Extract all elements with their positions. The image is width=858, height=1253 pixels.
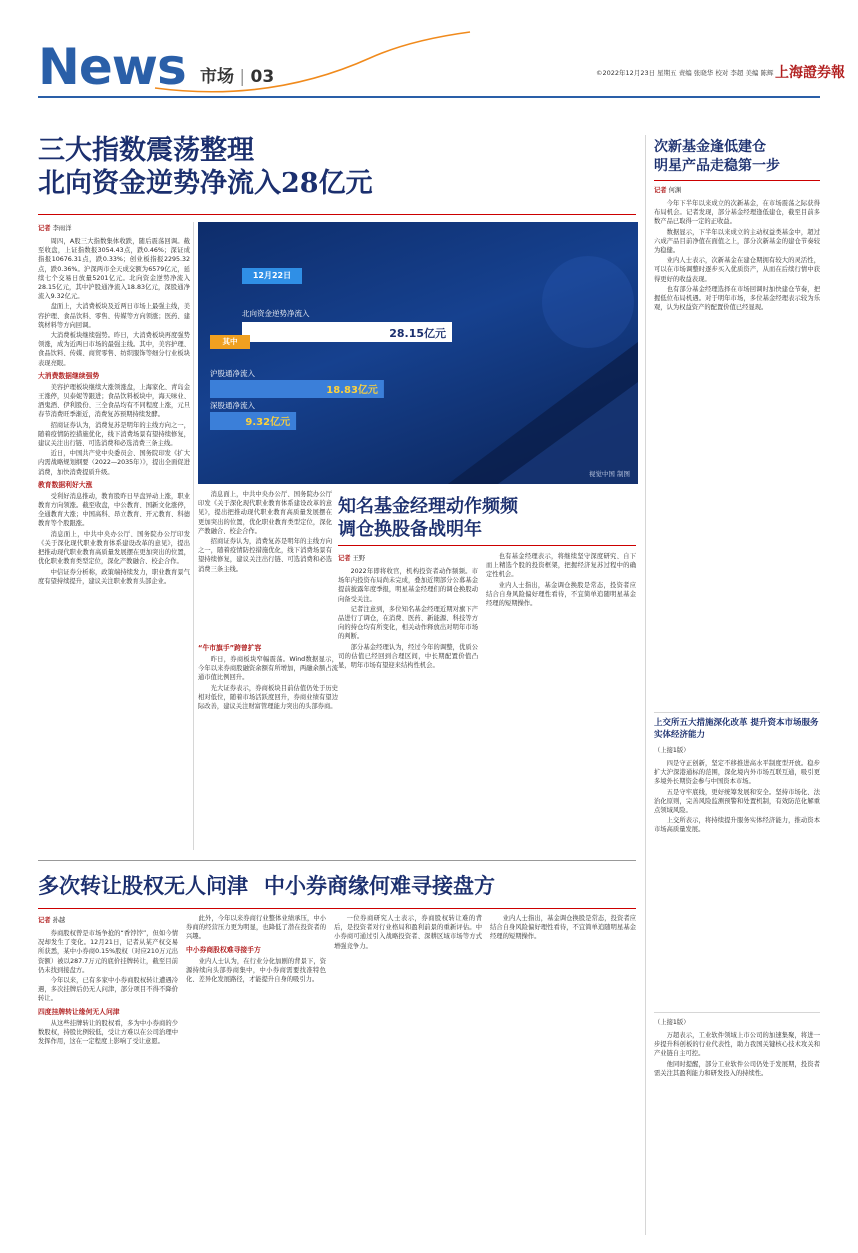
northbound-chart bbox=[198, 222, 638, 484]
paragraph: 今年下半年以来成立的次新基金，在市场震荡之际获得布局机会。记者发现，部分基金经理逢低建仓，截至目前多数产品已取得一定的正收益。 bbox=[654, 200, 820, 226]
paragraph: 光大证券表示，券商板块目前估值仍处于历史相对低位，随着市场活跃度回升，券商业绩有望边际改善，建议关注财富管理能力突出的头部券商。 bbox=[198, 684, 338, 711]
paragraph: 周四，A股三大指数集体收跌，随后震荡回调。截至收盘，上证指数报3054.43点，跌0.46%；深证成指报10676.31点，跌0.33%；创业板指报2295.32点，跌0.36%。沪深两市全天成交额为6579亿元，延续七个交易日放量5201亿元。北向资金逆势净流入28.15亿元，其中沪股通净流入18.83亿元，深股通净流入9.32亿元。 bbox=[38, 238, 190, 301]
paragraph: 记者注意到，多位知名基金经理近期对旗下产品进行了调仓，在消费、医药、新能源、科技等方向的持仓均有所变化，相关动作释放出对明年市场的判断。 bbox=[338, 605, 478, 641]
article3-divider bbox=[654, 180, 820, 181]
paragraph: 上交所表示，将持续提升服务实体经济能力，推动资本市场高质量发展。 bbox=[654, 817, 820, 834]
article-body bbox=[654, 199, 820, 312]
paragraph: 业内人士表示，次新基金在建仓期拥有较大的灵活性，可以在市场调整时逐步买入优质资产，从而在后续行情中获得更好的收益表现。 bbox=[654, 257, 820, 283]
paragraph: 他同时提醒，部分工业软件公司仍处于发展期，投资者需关注其盈利能力和研发投入的持续性。 bbox=[654, 1060, 820, 1077]
chart-total-label: 北向资金逆势净流入 bbox=[242, 309, 310, 318]
headline-line-2: 明星产品走稳第一步 bbox=[654, 158, 780, 174]
headline-part-1: 多次转让股权无人问津 bbox=[38, 873, 248, 898]
paragraph: 美容护理板块继续大涨领涨盘，上海家化、青岛金王涨停，贝泰妮等跟进；食品饮料板块中，海天味业、酒鬼酒、伊利股份、三全食品均有不同程度上涨，元旦春节消费旺季渐近，消费复苏预期持续发酵。 bbox=[38, 383, 190, 419]
chart-bars bbox=[198, 222, 638, 484]
paragraph: 2022年即将收官，机构投资者动作频频。市场年内投资布局尚未完成，叠加近期部分公募基金提前披露年度季报，明星基金经理们的调仓换股动向备受关注。 bbox=[338, 568, 478, 603]
article6-headline bbox=[38, 872, 638, 900]
article2-headline bbox=[338, 496, 638, 542]
article-body bbox=[486, 552, 636, 608]
paragraph: 部分基金经理认为，经过今年的调整，优质公司的估值已经回到合理区间，中长期配置价值凸显，明年市场有望迎来结构性机会。 bbox=[338, 643, 478, 670]
paragraph: 万超表示，工业软件领域上市公司的加速集聚，将进一步提升科创板的行业代表性，助力我国关键核心技术攻关和产业链自主可控。 bbox=[654, 1032, 820, 1058]
paragraph: 此外，今年以来券商行业整体业绩承压，中小券商的经营压力更为明显，也降低了潜在投资者的兴趣。 bbox=[186, 915, 326, 941]
article1-col1 bbox=[38, 222, 190, 850]
chart-date-tag: 12月22日 bbox=[242, 268, 302, 284]
article3-body bbox=[654, 184, 820, 704]
article1-col2-top bbox=[198, 490, 332, 638]
article-main-headline bbox=[38, 135, 638, 201]
paragraph: 中信证券分析称，政策端持续发力，职业教育景气度有望持续提升，建议关注职业教育头部企业。 bbox=[38, 568, 190, 585]
bar-total-value-label: 28.15亿元 bbox=[389, 327, 446, 340]
bar-shanghai-value-label: 18.83亿元 bbox=[326, 385, 378, 396]
article6-col2 bbox=[186, 914, 326, 1234]
paragraph: 消息面上，中共中央办公厅、国务院办公厅印发《关于深化现代职业教育体系建设改革的意见》，提出把推动现代职业教育高质量发展摆在更加突出的位置，优化职业教育类型定位，深化产教融合、校企合作。 bbox=[198, 491, 332, 535]
article-body bbox=[490, 914, 636, 942]
bar-shenzhen-value-label: 9.32亿元 bbox=[245, 417, 291, 428]
headline-line-2: 北向资金逆势净流入28亿元 bbox=[38, 168, 373, 199]
paragraph: 也有部分基金经理选择在市场回调时加快建仓节奏，把握低位布局机遇。对于明年市场，多位基金经理表示较为乐观，认为权益资产的配置价值已经显现。 bbox=[654, 285, 820, 312]
byline: 记者 王野 bbox=[338, 555, 366, 562]
paragraph: 五是守牢底线，更好统筹发展和安全。坚持市场化、法治化原则，完善风险监测预警和处置机制，有效防范化解重点领域风险。 bbox=[654, 788, 820, 815]
subheading: 大消费数据继续强势 bbox=[38, 371, 100, 380]
headline-divider bbox=[38, 214, 636, 215]
article-body bbox=[38, 929, 178, 1046]
article-body bbox=[198, 643, 338, 711]
paragraph: 业内人士认为，在行业分化加剧的背景下，资源持续向头部券商集中，中小券商需要找准特色化、差异化发展路径，才能提升自身的吸引力。 bbox=[186, 957, 326, 984]
paragraph: 四是守正创新，坚定不移推进高水平制度型开放。稳步扩大沪深港通标的范围，深化境内外市场互联互通，吸引更多境外长期资金参与中国资本市场。 bbox=[654, 760, 820, 786]
paragraph: 招商证券认为，消费复苏是明年的主线方向之一，随着疫情防控措施优化，线下消费场景有望持续修复，建议关注出行链、可选消费和必选消费三条主线。 bbox=[198, 538, 332, 573]
paragraph: 昨日，券商板块窄幅震荡。Wind数据显示，今年以来券商股融资余额有所增加，两融余额占流通市值比例回升。 bbox=[198, 656, 338, 682]
source-note: （上接1版） bbox=[654, 1019, 690, 1026]
article4-top-rule bbox=[654, 712, 820, 713]
article-body bbox=[654, 1031, 820, 1078]
orange-swoosh-decoration bbox=[150, 28, 480, 98]
article-body bbox=[186, 914, 326, 984]
article6-col4 bbox=[490, 914, 636, 1234]
headline-line-2: 调仓换股备战明年 bbox=[338, 519, 482, 540]
chart-credit: 视觉中国 制图 bbox=[588, 470, 630, 478]
subheading: “牛市旗手”跨曾扩容 bbox=[198, 644, 262, 652]
byline: 记者 孙越 bbox=[38, 917, 66, 924]
article3-headline bbox=[654, 138, 824, 176]
subheading: 教育数据利好大涨 bbox=[38, 480, 93, 489]
paragraph: 今年以来，已有多家中小券商股权转让遭遇冷遇，多次挂牌后仍无人问津，部分项目不得不降价转让。 bbox=[38, 977, 178, 1003]
paragraph: 从这些挂牌转让的股权看，多为中小券商的少数股权，持股比例较低，受让方难以在公司治理中发挥作用，这在一定程度上影响了受让意愿。 bbox=[38, 1019, 178, 1046]
article5-body bbox=[654, 1016, 820, 1236]
article6-divider bbox=[38, 908, 636, 909]
right-column-divider bbox=[645, 135, 646, 1235]
chart-breakdown-tag: 其中 bbox=[210, 335, 250, 349]
byline: 记者 何渊 bbox=[654, 187, 682, 194]
masthead-rule bbox=[38, 96, 820, 98]
article-body bbox=[38, 237, 190, 586]
paragraph: 业内人士指出，基金调仓换股是常态，投资者应结合自身风险偏好理性看待，不宜简单追随明星基金经理的短期操作。 bbox=[486, 581, 636, 608]
article2-col2 bbox=[486, 552, 636, 848]
column-divider bbox=[193, 222, 194, 850]
paragraph: 也有基金经理表示，将继续坚守深度研究、自下而上精选个股的投资框架，把握经济复苏过程中的确定性机会。 bbox=[486, 553, 636, 579]
date-line: ©2022年12月23日 星期五 责编 张晓华 校对 李超 美编 陈辉 bbox=[596, 69, 774, 77]
paragraph: 一位券商研究人士表示，券商股权转让难的背后，是投资者对行业格局和盈利前景的重新评估。中小券商可通过引入战略投资者、深耕区域市场等方式增强竞争力。 bbox=[334, 915, 482, 950]
byline: 记者 李雨洋 bbox=[38, 225, 72, 232]
article6-col1 bbox=[38, 914, 178, 1234]
article2-col1 bbox=[338, 552, 478, 848]
masthead bbox=[0, 0, 858, 105]
paragraph: 券商股权曾是市场争抢的“香饽饽”，但如今情况却发生了变化。12月21日，记者从某产权交易所获悉，某中小券商0.15%股权（对应210万元出资额）被以287.7万元的底价挂牌转让，截至目前仍未找到接盘方。 bbox=[38, 930, 178, 974]
subheading: 四度挂牌转让缘何无人问津 bbox=[38, 1007, 120, 1016]
article1-col2 bbox=[198, 640, 338, 850]
article-body bbox=[338, 567, 478, 670]
article2-divider bbox=[338, 545, 636, 546]
paragraph: 招商证券认为，消费复苏是明年的主线方向之一，随着疫情防控措施优化，线下消费场景有望持续修复，建议关注出行链、可选消费和必选消费三条主线。 bbox=[38, 421, 190, 448]
headline-line-1: 次新基金逢低建仓 bbox=[654, 139, 766, 155]
article5-top-rule bbox=[654, 1012, 820, 1013]
chart-sh-label: 沪股通净流入 bbox=[210, 369, 255, 378]
news-logo: News bbox=[38, 38, 186, 96]
article6-col3 bbox=[334, 914, 482, 1234]
chart-sz-label: 深股通净流入 bbox=[210, 401, 255, 410]
article4-body bbox=[654, 744, 820, 1006]
paragraph: 消息面上，中共中央办公厅、国务院办公厅印发《关于深化现代职业教育体系建设改革的意见》，提出把推动现代职业教育高质量发展摆在更加突出的位置，优化职业教育类型定位，深化产教融合、校企合作。 bbox=[38, 530, 190, 566]
section-label: 市场 | 03 bbox=[200, 67, 275, 87]
subheading: 中小券商股权难寻接手方 bbox=[186, 945, 261, 954]
article-body bbox=[654, 759, 820, 835]
article-body bbox=[334, 914, 482, 951]
paragraph: 数据显示，下半年以来成立的主动权益类基金中，超过六成产品目前净值在面值之上，部分次新基金的建仓节奏较为稳健。 bbox=[654, 228, 820, 255]
headline-line-1: 三大指数震荡整理 bbox=[38, 135, 254, 166]
paragraph: 业内人士指出，基金调仓换股是常态，投资者应结合自身风险偏好理性看待，不宜简单追随明星基金经理的短期操作。 bbox=[490, 915, 636, 941]
source-note: （上接1版） bbox=[654, 747, 690, 754]
article-body bbox=[198, 490, 332, 574]
bottom-section-rule bbox=[38, 860, 636, 861]
paragraph: 大消费板块继续强势。昨日，大消费板块再度强势领涨，成为近两日市场的最强主线。其中，美容护理、食品饮料、传媒、商贸零售、纺织服饰等细分行业板块表现亮眼。 bbox=[38, 332, 190, 367]
headline-line-1: 知名基金经理动作频频 bbox=[338, 496, 518, 517]
headline-part-2: 中小券商缘何难寻接盘方 bbox=[264, 873, 495, 898]
paper-name: 上海證券報 bbox=[775, 65, 845, 81]
article4-headline: 上交所五大措施深化改革 提升资本市场服务实体经济能力 bbox=[654, 718, 819, 740]
paragraph: 盘面上，大消费板块及近两日市场上最强主线，美容护理、食品饮料、零售、传媒等方向领涨；医药、建筑材料等方向回调。 bbox=[38, 303, 190, 329]
paragraph: 近日，中国共产党中央委员会、国务院印发《扩大内需战略规划纲要（2022—2035年）》，提出全面促进消费，加快消费提质升级。 bbox=[38, 450, 190, 476]
paragraph: 受利好消息推动，教育股昨日早盘异动上涨，职业教育方向领涨。截至收盘，中公教育、国新文化涨停，全通教育大涨；中国高科、昂立教育、开元教育、科德教育等个股跟涨。 bbox=[38, 492, 190, 528]
